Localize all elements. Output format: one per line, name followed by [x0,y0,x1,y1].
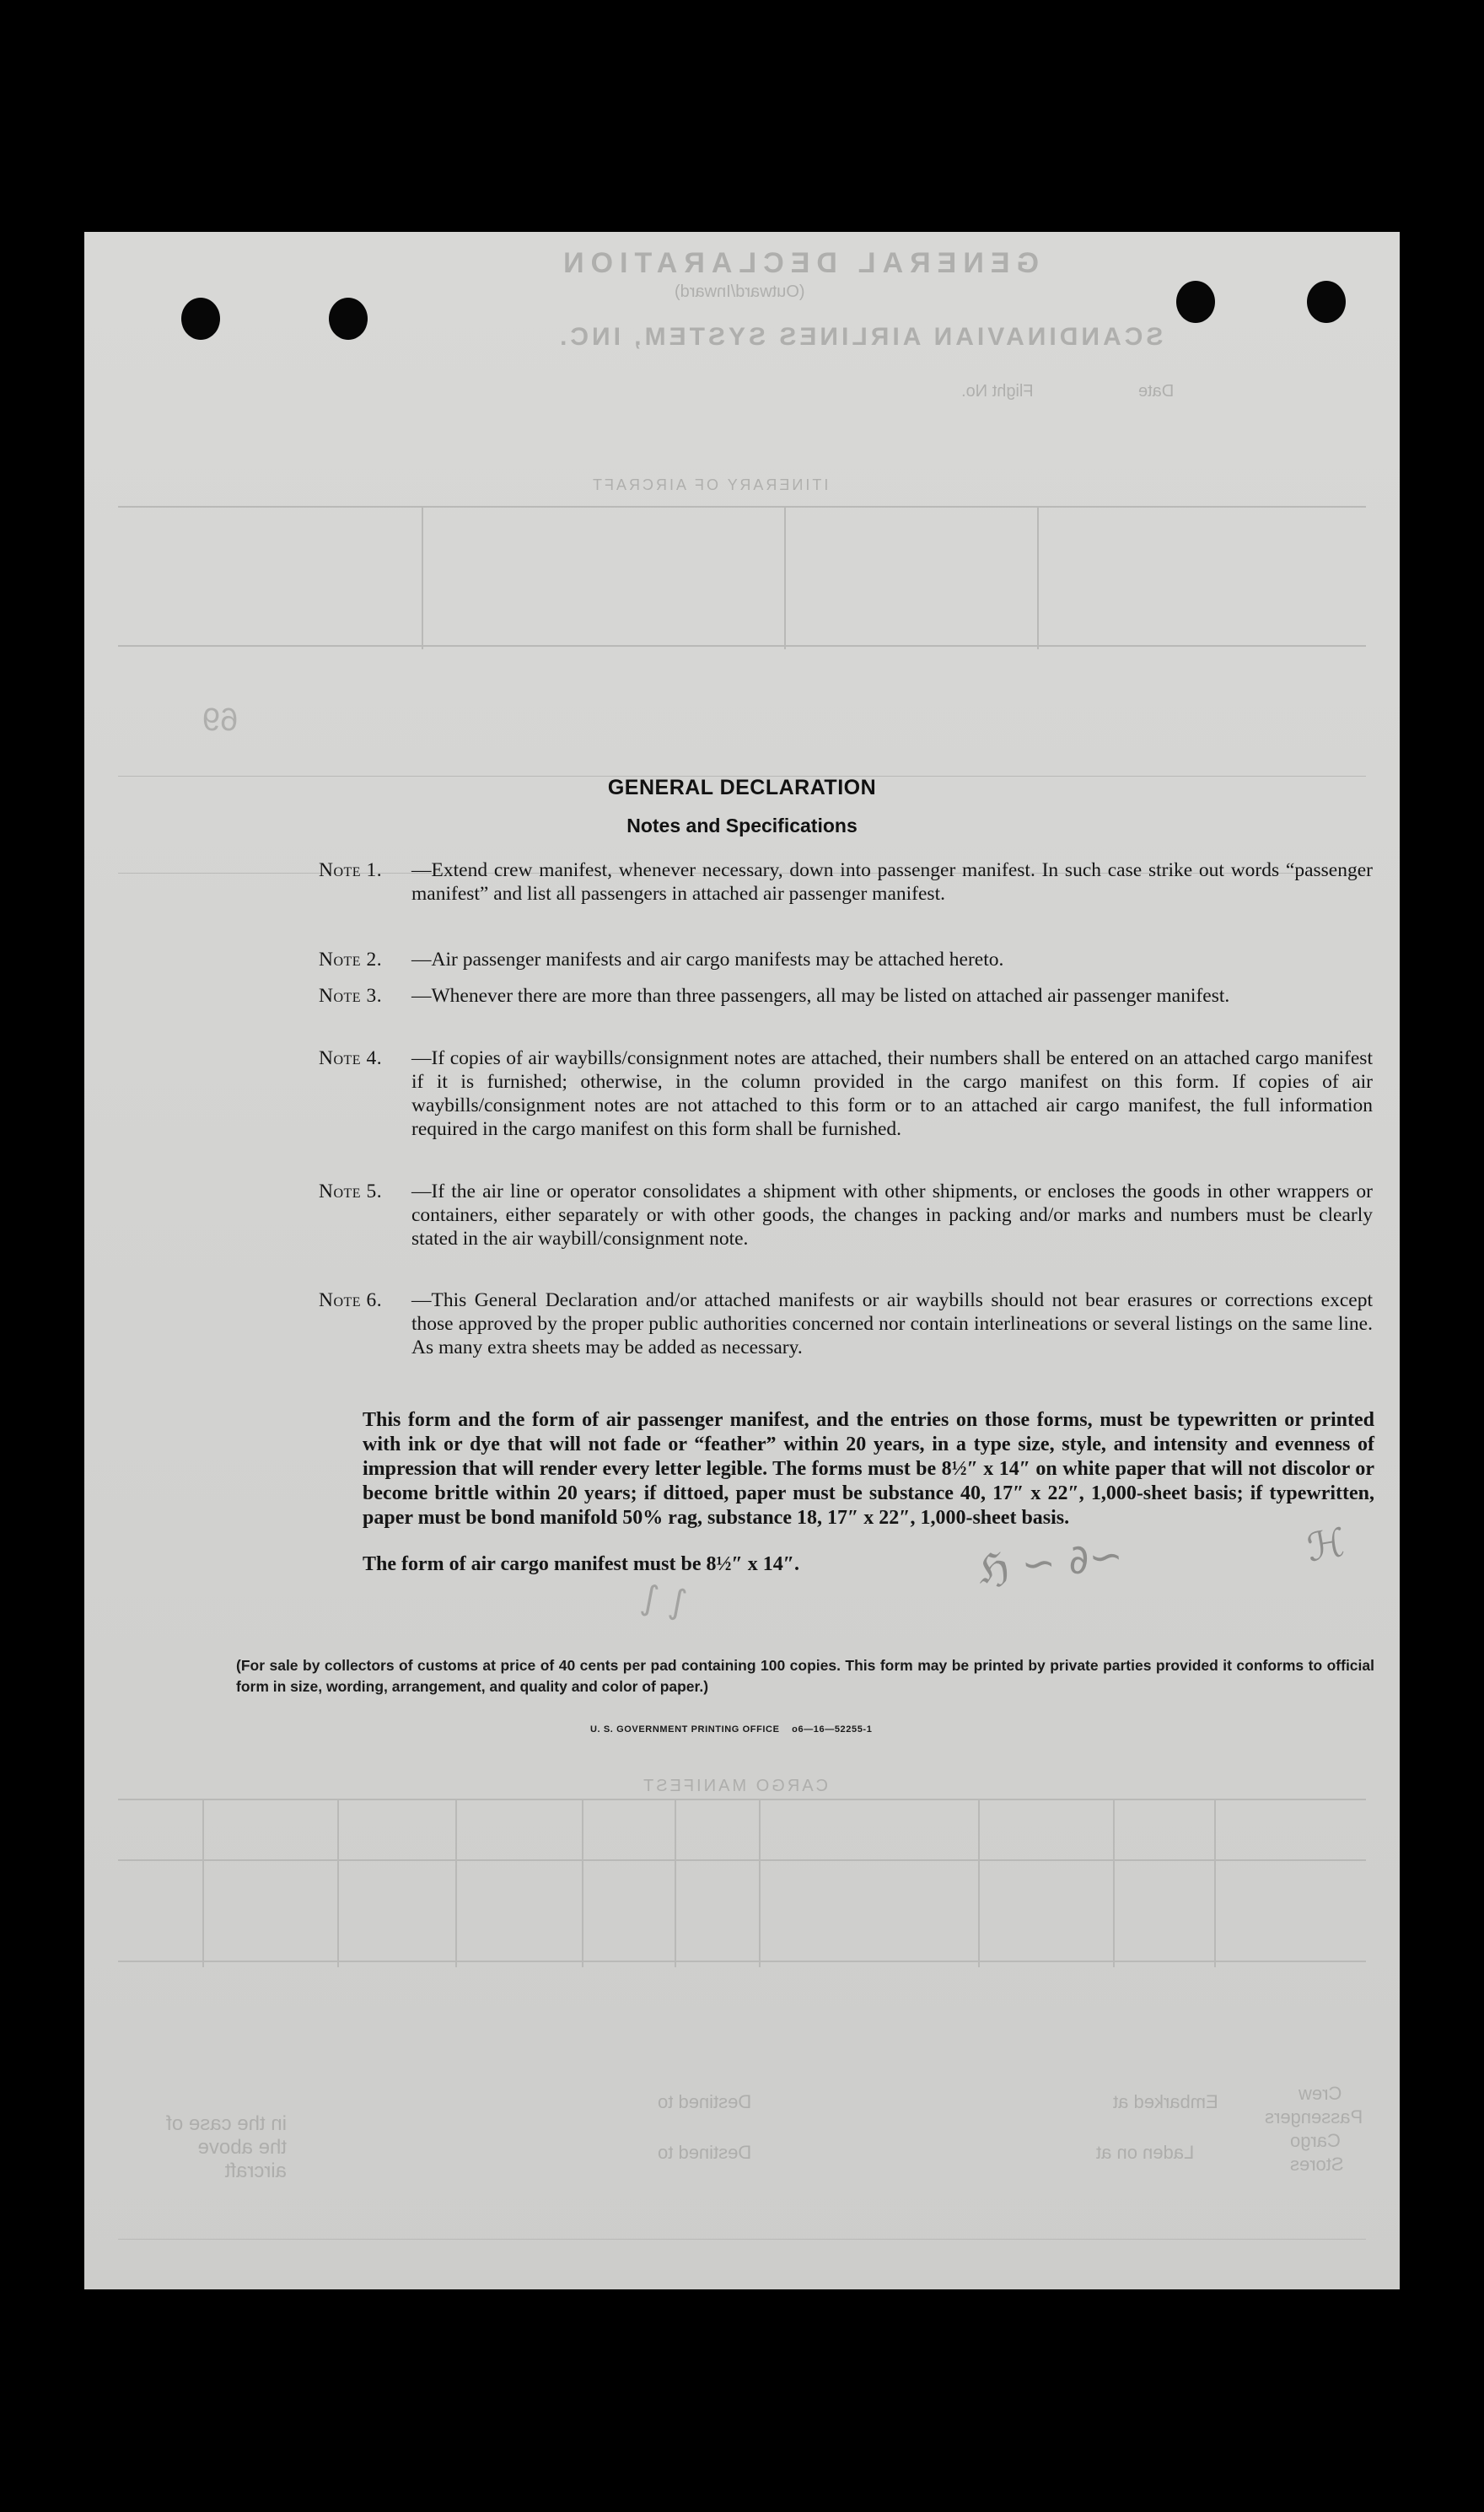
ghost-rule [759,1799,761,1967]
note-2 [319,948,1373,971]
ghost-case-of: in the case of the above aircraft [166,2112,287,2182]
handwriting-mark: ℋ [1303,1519,1349,1571]
ghost-rule [422,506,423,649]
format-paragraph-2: The form of air cargo manifest must be 8½″ x 14″. [363,1553,799,1575]
ghost-rule [784,506,786,649]
ghost-cargo: Cargo [1290,2130,1341,2151]
ghost-flight: Flight No. [961,382,1034,401]
ghost-laden: Laden on at [1096,2142,1195,2163]
punch-hole-left [181,298,220,340]
ghost-rule [455,1799,457,1967]
punch-hole-left-2 [329,298,368,340]
ghost-rule [118,1859,1366,1861]
ghost-destined-2: Destined to [658,2142,752,2163]
note-6 [319,1288,1373,1359]
ghost-rule [118,1799,1366,1800]
ghost-rule [978,1799,980,1967]
note-label: Note 3. [319,985,383,1007]
ghost-rule [1113,1799,1115,1967]
ghost-rule [118,645,1366,647]
handwriting-mark: ∫ ∫ [638,1578,690,1623]
ghost-crew: Crew [1298,2083,1342,2104]
handwriting-mark: ℌ ∽ ∂∽ [976,1531,1126,1594]
note-label: Note 5. [319,1181,383,1202]
ghost-stores: Stores [1290,2154,1344,2175]
declaration-title: GENERAL DECLARATION [607,776,877,799]
ghost-rule [118,2239,1366,2240]
note-text: —Air passenger manifests and air cargo manifests may be attached hereto. [411,949,1004,971]
note-label: Note 2. [319,949,383,971]
ghost-destined: Destined to [658,2091,752,2112]
ghost-cargo-title: CARGO MANIFEST [641,1777,829,1795]
ghost-date: Date [1138,382,1175,401]
ghost-airline: SCANDINAVIAN AIRLINES SYSTEM, INC. [556,323,1164,351]
note-4 [319,1046,1373,1141]
punch-hole-right-2 [1307,281,1346,323]
ghost-passengers: Passengers [1265,2106,1363,2127]
note-1 [319,858,1373,906]
punch-hole-right [1176,281,1215,323]
note-label: Note 6. [319,1289,383,1311]
note-3 [319,984,1373,1008]
ghost-rule [118,1961,1366,1962]
note-text: —Extend crew manifest, whenever necessary, down into passenger manifest. In such case strike out words “passenger manifest” and list all passengers in attached air passenger manifest. [411,859,1373,905]
ghost-subtitle: (Outward/Inward) [675,282,805,301]
note-text: —If copies of air waybills/consignment notes are attached, their numbers shall be entered on an attached cargo manifest if it is furnished; otherwise, in the column provided in the cargo manifest on this form. If copies of air waybills/consignment notes are not attached to this form or to an attached air cargo manifest, the full information required in the cargo manifest on this form shall be furnished. [411,1047,1373,1140]
ghost-rule [675,1799,676,1967]
note-label: Note 4. [319,1047,383,1069]
format-paragraph: This form and the form of air passenger manifest, and the entries on those forms, must be typewritten or printed with ink or dye that will not fade or “feather” within 20 years, in a type size, style, and intensity and evenness of impression that will render every letter legible. The forms must be 8½″ x 14″ on white paper that will not discolor or become brittle within 20 years; if dittoed, paper must be substance 40, 17″ x 22″, 1,000-sheet basis; if typewritten, paper must be bond manifold 50% rag, substance 18, 17″ x 22″, 1,000-sheet basis. [363,1409,1374,1529]
note-text: —If the air line or operator consolidates a shipment with other shipments, or encloses the goods in other wrappers or containers, either separately or with other goods, the changes in packing and/or marks and numbers must be clearly stated in the air waybill/consignment note. [411,1181,1373,1250]
ghost-number: 69 [202,702,239,738]
note-text: —This General Declaration and/or attached manifests or air waybills should not bear erasures or corrections except those approved by the proper public authorities concerned nor contain interlineations or several listings on the same line. As many extra sheets may be added as necessary. [411,1289,1373,1358]
ghost-itinerary: ITINERARY OF AIRCRAFT [590,476,829,493]
ghost-rule [582,1799,583,1967]
ghost-rule [118,506,1366,508]
note-5 [319,1180,1373,1251]
ghost-rule [337,1799,339,1967]
ghost-rule [202,1799,204,1967]
ghost-embarked: Embarked at [1113,2091,1218,2112]
printer-line: U. S. GOVERNMENT PRINTING OFFICE o6—16—52255-1 [590,1724,873,1735]
note-text: —Whenever there are more than three passengers, all may be listed on attached air passenger manifest. [411,985,1230,1007]
format-requirements [363,1408,1374,1530]
sale-note: (For sale by collectors of customs at price of 40 cents per pad containing 100 copies. This form may be printed by private parties provided it conforms to official form in size, wording, arrangement, and quality and color of paper.) [236,1657,1374,1695]
document-sheet [84,232,1400,2289]
ghost-rule [1214,1799,1216,1967]
ghost-title: GENERAL DECLARATION [556,247,1039,279]
cargo-manifest-size [363,1552,1374,1577]
ghost-rule [1037,506,1039,649]
note-label: Note 1. [319,859,383,881]
declaration-subtitle: Notes and Specifications [626,815,858,836]
